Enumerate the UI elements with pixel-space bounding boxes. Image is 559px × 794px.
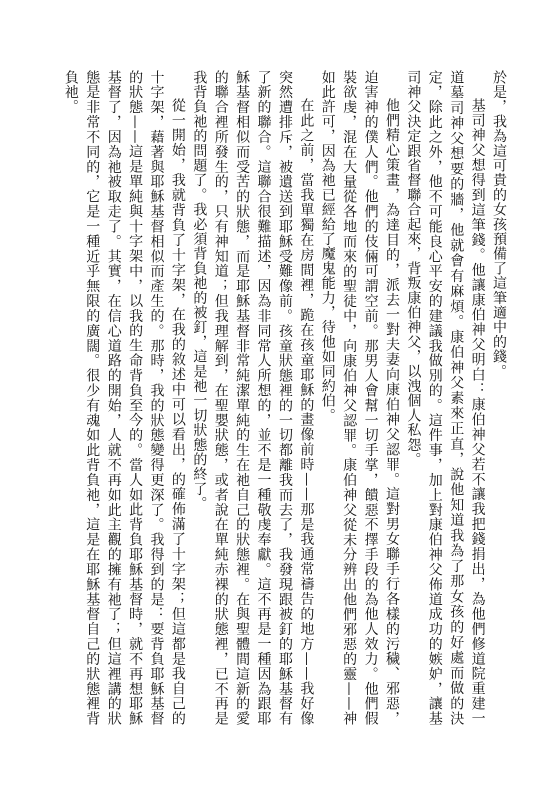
paragraph-3: 他們精心策畫，為達目的，派去一對夫妻向康伯神父認罪。這對男女聯手行各樣的污穢、邪惡，迫害神的僕人們。他們的伎倆可謂空前。那男人會幫一切手掌，饋惡不擇手段的為他人效力。他們假裝欲虔，混在大量從各地而來的聖徒中，向康伯神父認罪。康伯神父從未分辨出他們邪惡的靈——神如此許可，因為祂已經給了魔鬼能力，待他如同約伯。 (319, 70, 400, 726)
paragraph-2: 基司神父想得到這筆錢。他讓康伯神父明白：康伯神父若不讓我把錢捐出，為他們修道院重建一道墓司神父想要的牆，他就會有麻煩。康伯神父素來正直，說他知道我為了那女孩的好處而做的決定，除此之外，他不可能良心平安的建議我做別的。這件事，加上對康伯神父佈道成功的嫉妒，讓基司神父決定跟省督聯合起來，背叛康伯神父，以洩個人私怨。 (405, 70, 486, 726)
paragraph-1: 於是，我為這可貴的女孩預備了這筆適中的錢。 (491, 70, 507, 379)
paragraph-5: 從一開始，我就背負了十字架，在我的敘述中可以看出，的確佈滿了十字架；但這都是我自己的十字架，藉著與耶穌基督相似而產生的。那時，我的狀態變得更深了。我得到的是：要背負耶穌基督的狀態——這是單純與十字架中，以我的生命背負至今的。當人如此背負耶穌基督時，就不再想耶穌基督了，因為祂被取走了。其實，在信心道路的開始，人就不再如此主觀的擁有祂了；但這裡講的狀態是非常不同的，它是一種近乎無限的廣闊。很少有魂如此背負祂，這是在耶穌基督自己的狀態裡背負祂。 (62, 70, 186, 726)
vertical-text-body (49, 70, 509, 726)
paragraph-4: 在此之前，當我單獨在房間裡，跪在孩童耶穌的畫像前時——那是我通常禱告的地方——我好像突然遭排斥，被遺送到耶穌受難像前。孩童狀態裡的一切都離我而去了，我發現跟被釘的耶穌基督有了新的聯合。這聯合很難描述，因為非同常人所想的，並不是一種敬虔奉獻。這不再是一種因為跟耶穌基督相似而受苦的狀態，而是耶穌基督非常純潔單純的生在祂自己的狀態裡。在與聖體間這新的愛的聯合裡所發生的，只有神知道；但我理解到，在聖嬰狀態，或者說在單純赤裸的狀態裡，已不再是我背負祂的問題了。我必須背負祂的被釘，這是祂一切狀態的終了。 (191, 70, 315, 726)
